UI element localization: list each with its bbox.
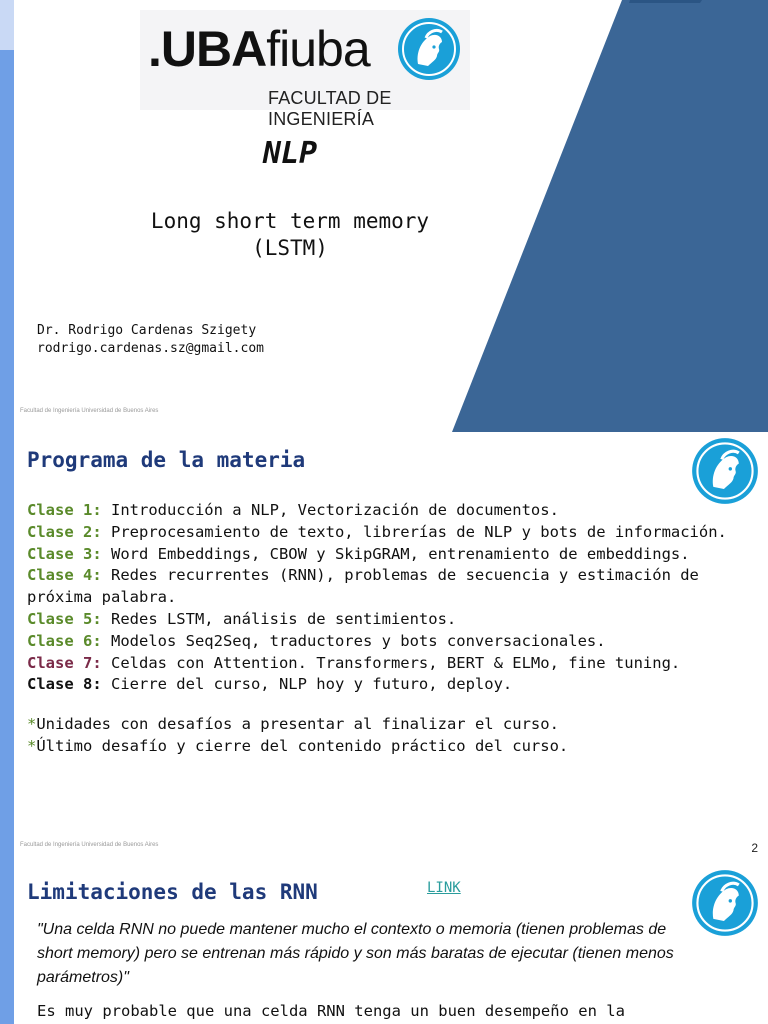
uba-fiuba-logo: [140, 10, 470, 129]
class-row: [27, 609, 727, 631]
author-info: [37, 322, 264, 358]
class-label: Clase 3:: [27, 544, 102, 563]
class-label: Clase 5:: [27, 609, 102, 628]
note-2: [27, 736, 568, 758]
logo-prefix: .UBA: [148, 21, 267, 77]
class-text: Celdas con Attention. Transformers, BERT & ELMo, fine tuning.: [101, 653, 681, 672]
class-row: [27, 544, 727, 566]
logo-name: fiuba: [266, 21, 370, 77]
class-label: Clase 8:: [27, 675, 102, 694]
class-label: Clase 7:: [27, 653, 102, 672]
reference-link[interactable]: LINK: [427, 880, 461, 896]
asterisk-mark: *: [27, 715, 37, 733]
slide-footer: Facultad de Ingeniería Universidad de Buenos Aires: [20, 408, 159, 414]
class-row: [27, 674, 727, 696]
class-text: Word Embeddings, CBOW y SkipGRAM, entrenamiento de embeddings.: [101, 544, 690, 563]
class-text: Modelos Seq2Seq, traductores y bots conversacionales.: [101, 631, 606, 650]
class-row: [27, 565, 727, 587]
rnn-limitations-slide: [0, 864, 768, 1024]
class-row-continuation: [27, 587, 727, 609]
class-text: próxima palabra.: [27, 588, 177, 607]
class-row: [27, 500, 727, 522]
class-text: Redes LSTM, análisis de sentimientos.: [101, 609, 457, 628]
class-label: Clase 1:: [27, 501, 102, 519]
class-text: Introducción a NLP, Vectorización de documentos.: [101, 501, 559, 519]
presentation-subtitle: [0, 208, 580, 262]
class-row: [27, 522, 727, 544]
class-label: Clase 4:: [27, 566, 102, 585]
class-label: Clase 6:: [27, 631, 102, 650]
left-accent-bar: [0, 432, 14, 864]
class-row: [27, 653, 727, 675]
logo-subtitle: FACULTAD DE INGENIERÍA: [268, 88, 392, 129]
author-email: rodrigo.cardenas.sz@gmail.com: [37, 341, 264, 356]
subtitle-line-1: Long short term memory: [150, 209, 430, 233]
slide-title: Limitaciones de las RNN: [27, 880, 318, 904]
left-accent-bar-top: [0, 0, 14, 50]
class-text: Preprocesamiento de texto, librerías de NLP y bots de información.: [101, 522, 727, 541]
body-paragraph: Es muy probable que una celda RNN tenga un buen desempeño en la: [37, 1002, 625, 1020]
minerva-crest-icon: [396, 16, 462, 82]
program-slide: [0, 432, 768, 864]
minerva-crest-icon: [690, 868, 760, 938]
class-text: Cierre del curso, NLP hoy y futuro, deploy.: [101, 675, 513, 694]
notes: [27, 714, 568, 758]
left-accent-bar: [0, 864, 14, 1024]
slide-title: Programa de la materia: [27, 448, 306, 472]
slide-footer: Facultad de Ingeniería Universidad de Buenos Aires: [20, 842, 159, 848]
presentation-title: NLP: [262, 136, 318, 171]
asterisk-mark: *: [27, 736, 37, 755]
minerva-crest-icon: [690, 436, 760, 506]
note-text: Último desafío y cierre del contenido práctico del curso.: [36, 736, 569, 755]
title-slide: [0, 0, 768, 432]
class-text: Redes recurrentes (RNN), problemas de secuencia y estimación de: [101, 566, 699, 585]
subtitle-line-2: (LSTM): [252, 236, 328, 260]
author-name: Dr. Rodrigo Cardenas Szigety: [37, 323, 257, 338]
note-1: [27, 714, 568, 736]
class-label: Clase 2:: [27, 522, 102, 541]
note-text: Unidades con desafíos a presentar al finalizar el curso.: [36, 715, 559, 733]
class-list: [27, 500, 727, 696]
page-number: 2: [751, 841, 758, 855]
rnn-quote: "Una celda RNN no puede mantener mucho el contexto o memoria (tienen problemas de short memory) pero se entrenan más rápido y son más baratas de ejecutar (tienen menos parámetros)": [37, 921, 674, 986]
class-row: [27, 631, 727, 653]
